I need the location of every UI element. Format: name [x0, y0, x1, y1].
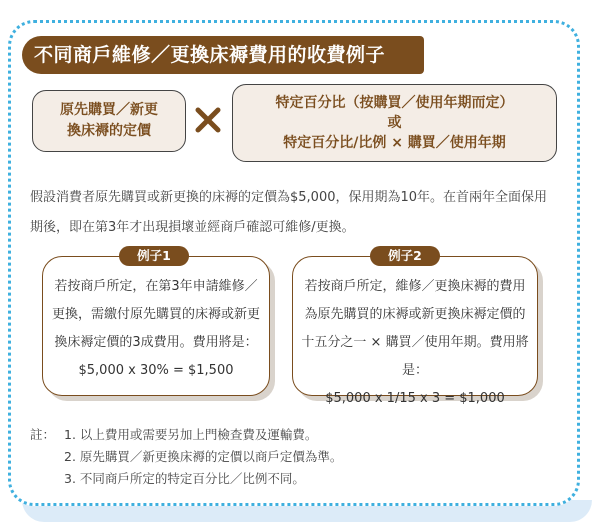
- example-2-line: 為原先購買的床褥或新更換床褥定價的: [304, 307, 526, 322]
- note-row: [30, 468, 342, 490]
- intro-paragraph: [30, 183, 570, 243]
- formula-percentage-box: [232, 84, 557, 162]
- example-1-line: 若按商戶所定，在第3年申請維修／: [54, 279, 258, 294]
- example-1-box: [42, 256, 270, 396]
- example-1-line: 更換，需繳付原先購買的床褥或新更: [51, 307, 260, 322]
- example-2-line: 十五分之一 × 購買／使用年期。費用將是：: [301, 335, 529, 378]
- formula-price-box: [32, 90, 186, 152]
- formula-price-line: 換床褥的定價: [67, 123, 151, 139]
- notes-section: [30, 424, 342, 490]
- formula-or-line: 或: [387, 115, 402, 131]
- example-2-box: [292, 256, 538, 406]
- example-1-calculation: $5,000 x 30% = $1,500: [78, 363, 234, 378]
- note-item: 3. 不同商戶所定的特定百分比／比例不同。: [64, 471, 305, 486]
- intro-line: 假設消費者原先購買或新更換的床褥的定價為$5,000，保用期為10年。在首兩年全面保用: [30, 190, 548, 205]
- page-title: 不同商戶維修／更換床褥費用的收費例子: [22, 36, 424, 74]
- formula-ratio-line: 特定百分比/比例 × 購買／使用年期: [283, 135, 506, 151]
- notes-label: 註：: [30, 427, 56, 442]
- note-item: 2. 原先購買／新更換床褥的定價以商戶定價為準。: [64, 449, 343, 464]
- example-2-calculation: $5,000 x 1/15 x 3 = $1,000: [325, 391, 505, 406]
- example-2-line: 若按商戶所定，維修／更換床褥的費用: [304, 279, 526, 294]
- notes-indent: [30, 446, 64, 468]
- note-item: 1. 以上費用或需要另加上門檢查費及運輸費。: [64, 427, 318, 442]
- note-row: [30, 446, 342, 468]
- note-row: [30, 424, 342, 446]
- formula-percentage-line: 特定百分比（按購買／使用年期而定）: [275, 95, 514, 111]
- multiply-icon: [191, 103, 225, 137]
- intro-line: 期後，即在第3年才出現損壞並經商戶確認可維修/更換。: [30, 220, 355, 235]
- example-2-label: 例子2: [370, 246, 440, 266]
- example-1-line: 換床褥定價的3成費用。費用將是：: [54, 335, 258, 350]
- formula-price-line: 原先購買／新更: [60, 102, 158, 118]
- notes-indent: [30, 468, 64, 490]
- example-1-label: 例子1: [119, 246, 189, 266]
